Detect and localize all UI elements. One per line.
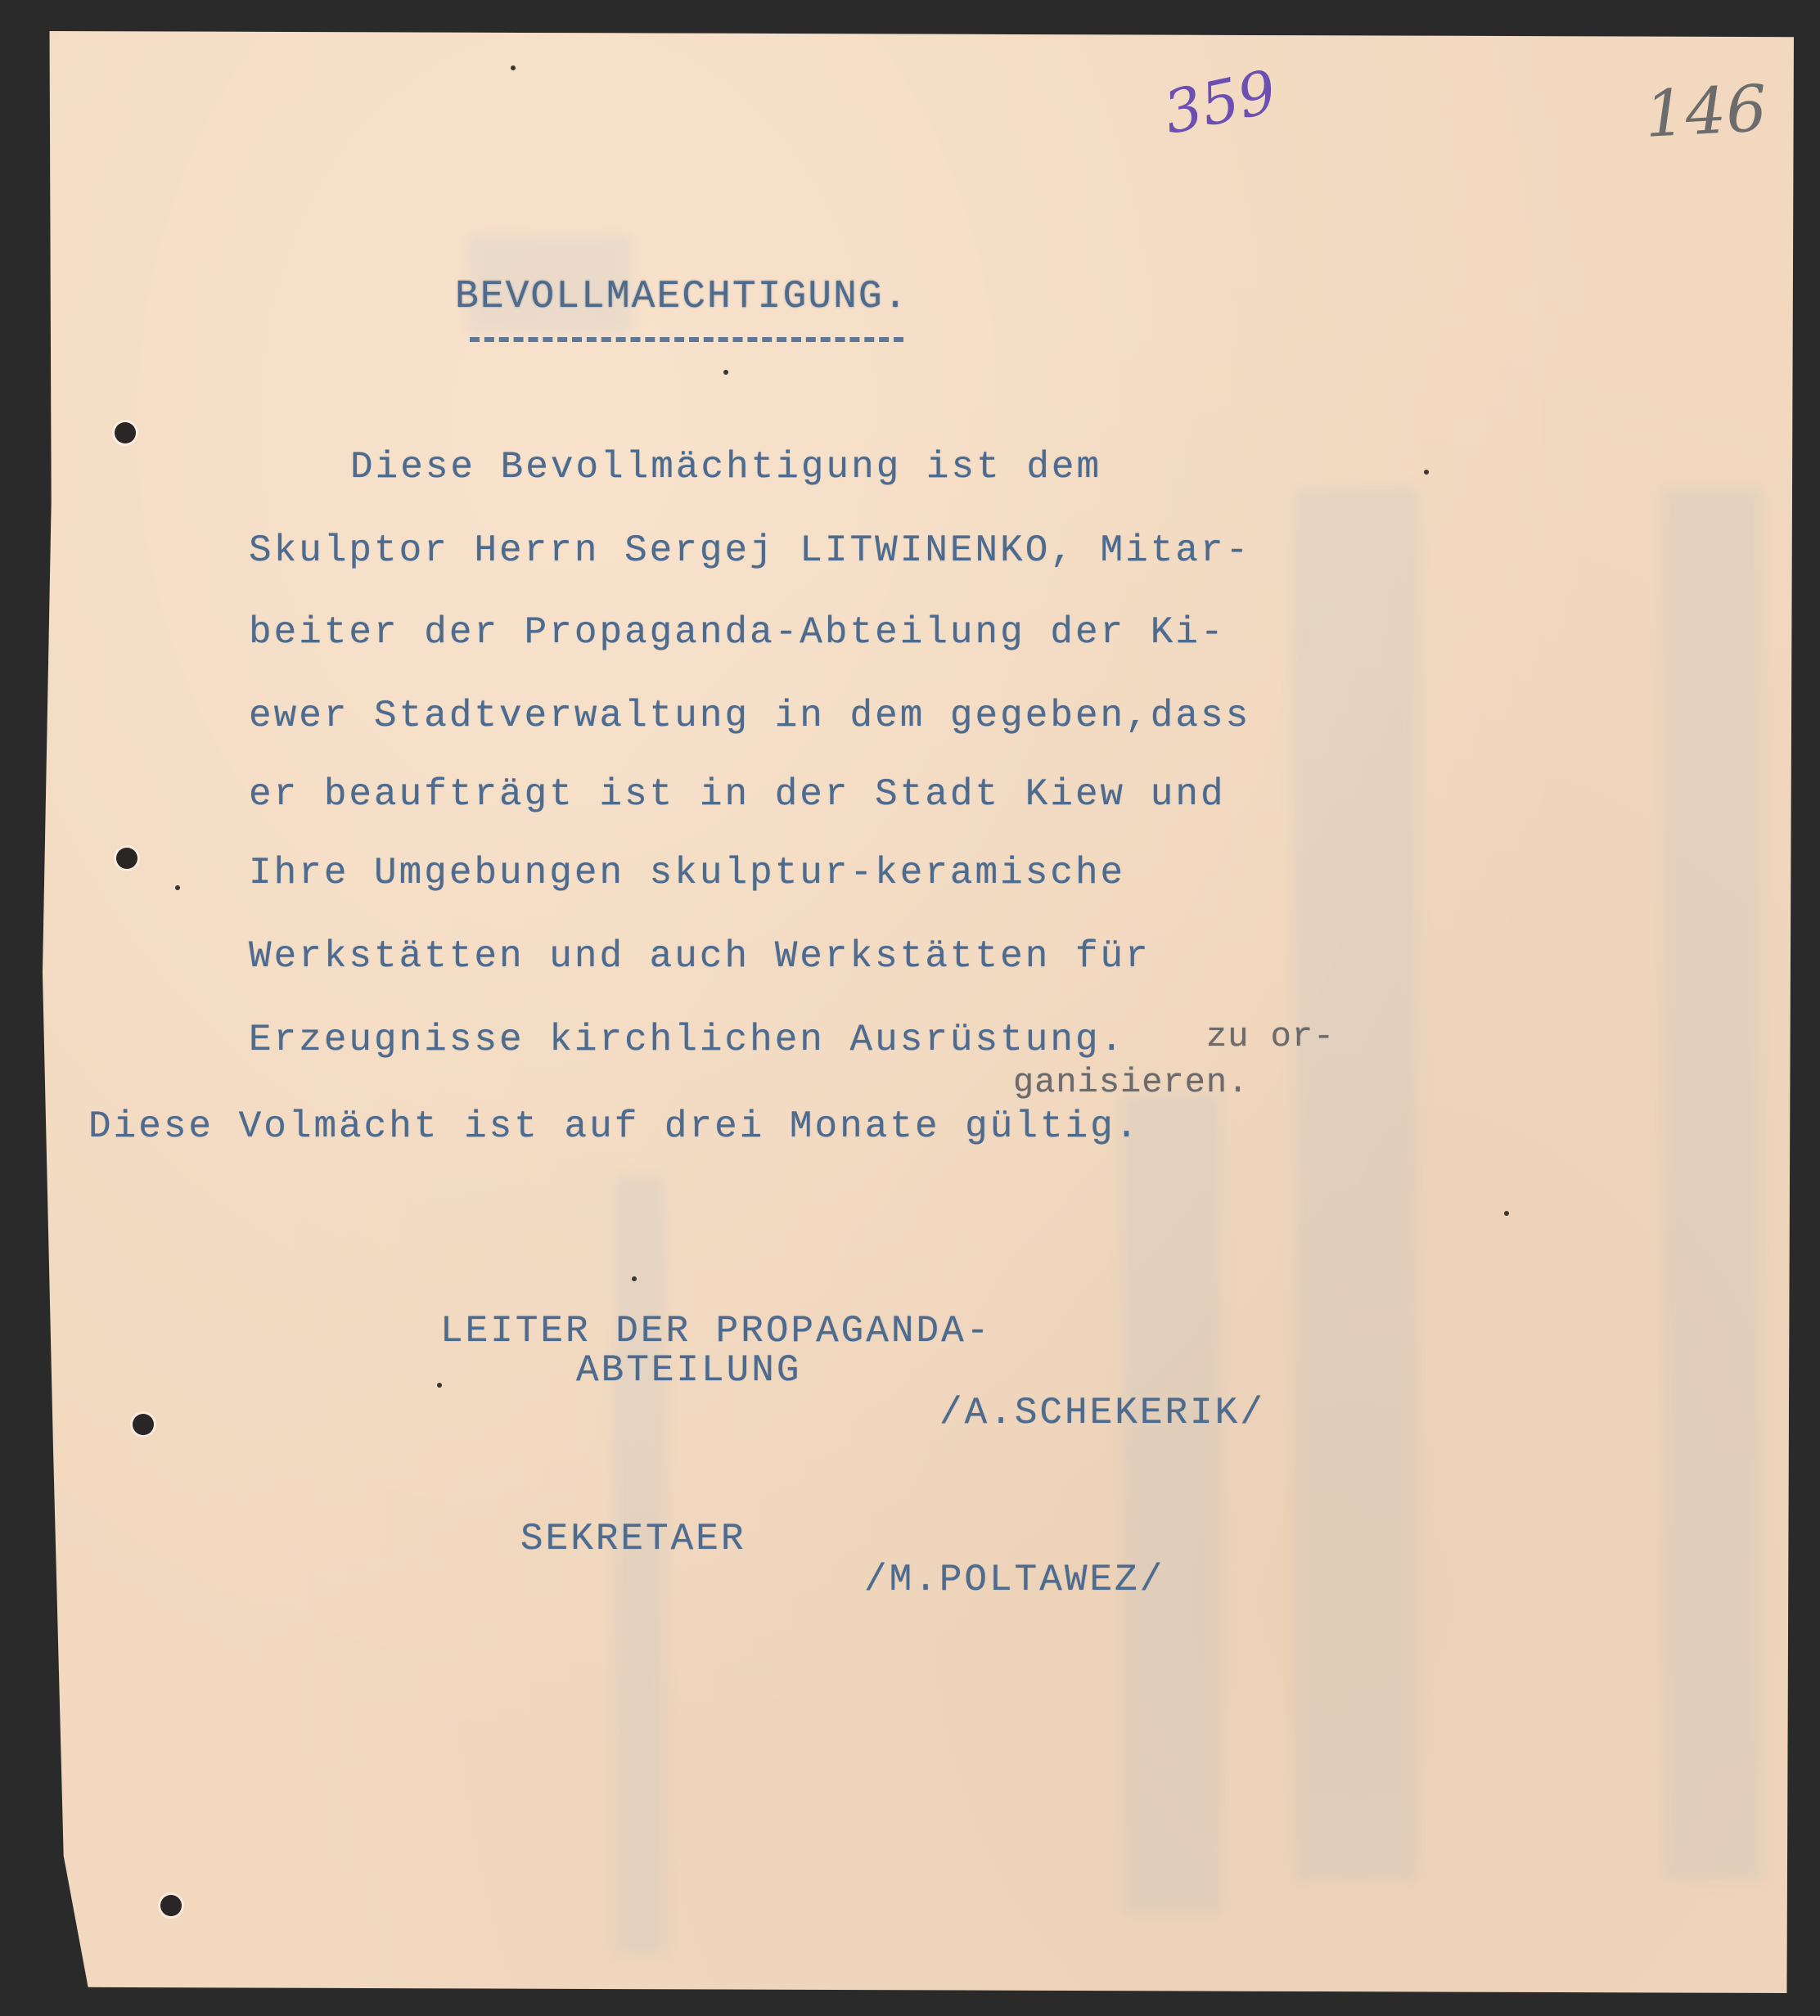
body-line: Ihre Umgebungen skulptur-keramische (249, 852, 1126, 894)
secretary-name: /M.POLTAWEZ/ (864, 1559, 1165, 1601)
body-line: Erzeugnisse kirchlichen Ausrüstung. (249, 1019, 1126, 1061)
ink-shadow (1663, 489, 1761, 1880)
title-underline (470, 337, 903, 342)
paper-speck (1504, 1211, 1509, 1216)
leader-name: /A.SCHEKERIK/ (939, 1392, 1265, 1434)
document-title: BEVOLLMAECHTIGUNG. (455, 275, 909, 319)
body-line: Werkstätten und auch Werkstätten für (249, 935, 1151, 978)
folio-number: 146 (1642, 72, 1769, 152)
paper-sheet (43, 31, 1794, 1993)
punch-hole (116, 848, 137, 869)
paper-speck (632, 1276, 637, 1281)
leader-title-1: LEITER DER PROPAGANDA- (440, 1310, 992, 1352)
body-line: Skulptor Herrn Sergej LITWINENKO, Mitar- (249, 529, 1251, 572)
ink-shadow (615, 1177, 664, 1954)
body-line: er beaufträgt ist in der Stadt Kiew und (249, 773, 1226, 816)
paper-speck (437, 1383, 442, 1388)
leader-title-2: ABTEILUNG (576, 1349, 802, 1392)
paper-speck (723, 370, 728, 375)
ink-shadow (1123, 1095, 1221, 1913)
ink-shadow (1295, 489, 1417, 1880)
insertion-line-1: zu or- (1206, 1017, 1336, 1056)
paper-speck (511, 65, 516, 70)
body-line: ewer Stadtverwaltung in dem gegeben,dass (249, 695, 1251, 737)
paper-speck (175, 885, 180, 890)
validity-line: Diese Volmächt ist auf drei Monate gültig. (88, 1105, 1141, 1148)
punch-hole (160, 1895, 182, 1916)
body-line: Diese Bevollmächtigung ist dem (350, 446, 1102, 488)
punch-hole (133, 1414, 154, 1435)
body-line: beiter der Propaganda-Abteilung der Ki- (249, 611, 1226, 654)
paper-speck (1424, 470, 1429, 475)
insertion-line-2: ganisieren. (1013, 1063, 1250, 1102)
punch-hole (115, 422, 136, 443)
secretary-title: SEKRETAER (520, 1518, 746, 1560)
archive-number: 359 (1158, 56, 1282, 148)
